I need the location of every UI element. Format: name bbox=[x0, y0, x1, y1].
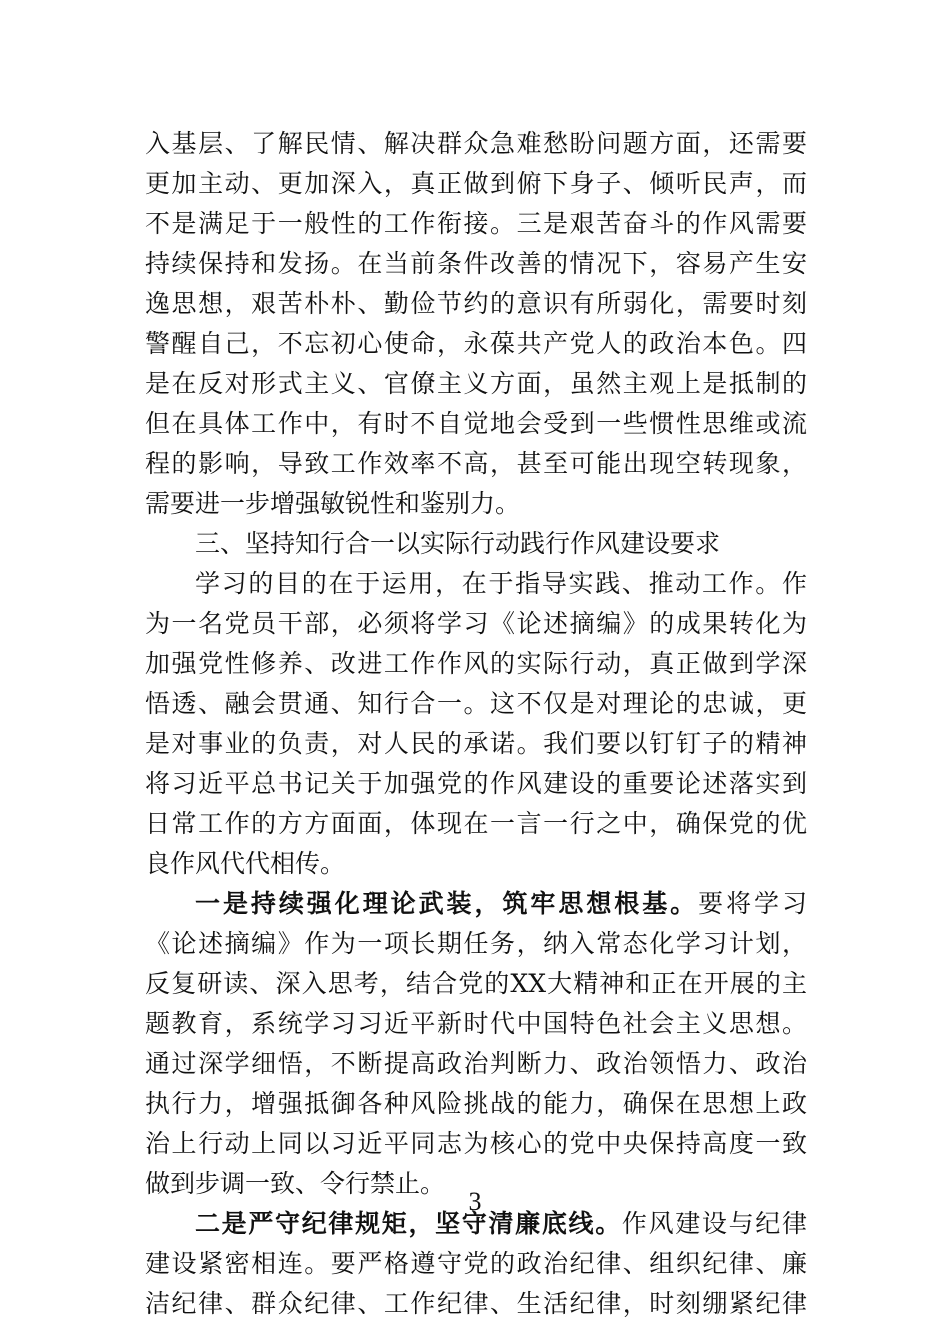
paragraph-line: 题教育，系统学习习近平新时代中国特色社会主义思想。 bbox=[145, 1009, 807, 1038]
paragraph-line: 为一名党员干部，必须将学习《论述摘编》的成果转化为 bbox=[145, 609, 807, 638]
paragraph-line: 加强党性修养、改进工作作风的实际行动，真正做到学深 bbox=[145, 649, 807, 678]
paragraph-text: 要将学习 bbox=[698, 889, 807, 918]
paragraph-line: 是对事业的负责，对人民的承诺。我们要以钉钉子的精神 bbox=[145, 729, 807, 758]
paragraph-line: 悟透、融会贯通、知行合一。这不仅是对理论的忠诚，更 bbox=[145, 689, 807, 718]
paragraph-text: 作风建设与纪律 bbox=[621, 1209, 807, 1238]
paragraph-line: 入基层、了解民情、解决群众急难愁盼问题方面，还需要 bbox=[145, 129, 807, 158]
paragraph-line: 做到步调一致、令行禁止。 bbox=[145, 1169, 446, 1198]
paragraph-line: 《论述摘编》作为一项长期任务，纳入常态化学习计划， bbox=[145, 929, 807, 958]
paragraph-line: 警醒自己，不忘初心使命，永葆共产党人的政治本色。四 bbox=[145, 329, 807, 358]
body-text bbox=[145, 124, 807, 1324]
paragraph-line: 持续保持和发扬。在当前条件改善的情况下，容易产生安 bbox=[145, 249, 807, 278]
page-number: 3 bbox=[468, 1187, 482, 1216]
paragraph-line bbox=[145, 884, 807, 924]
paragraph-line: 将习近平总书记关于加强党的作风建设的重要论述落实到 bbox=[145, 769, 807, 798]
paragraph-line: 洁纪律、群众纪律、工作纪律、生活纪律，时刻绷紧纪律 bbox=[145, 1289, 807, 1318]
paragraph-line: 学习的目的在于运用，在于指导实践、推动工作。作 bbox=[195, 569, 807, 598]
paragraph-line: 需要进一步增强敏锐性和鉴别力。 bbox=[145, 489, 521, 518]
paragraph-line: 通过深学细悟，不断提高政治判断力、政治领悟力、政治 bbox=[145, 1049, 807, 1078]
section-heading: 三、坚持知行合一以实际行动践行作风建设要求 bbox=[195, 529, 721, 558]
paragraph-line: 建设紧密相连。要严格遵守党的政治纪律、组织纪律、廉 bbox=[145, 1249, 807, 1278]
paragraph-line: 逸思想，艰苦朴朴、勤俭节约的意识有所弱化，需要时刻 bbox=[145, 289, 807, 318]
paragraph-line: 是在反对形式主义、官僚主义方面，虽然主观上是抵制的 bbox=[145, 369, 807, 398]
bold-lead: 二是严守纪律规矩，坚守清廉底线。 bbox=[195, 1209, 622, 1238]
paragraph-line: 不是满足于一般性的工作衔接。三是艰苦奋斗的作风需要 bbox=[145, 209, 807, 238]
paragraph-line: 日常工作的方方面面，体现在一言一行之中，确保党的优 bbox=[145, 809, 807, 838]
paragraph-line: 程的影响，导致工作效率不高，甚至可能出现空转现象， bbox=[145, 449, 807, 478]
paragraph-line: 但在具体工作中，有时不自觉地会受到一些惯性思维或流 bbox=[145, 409, 807, 438]
paragraph-line: 更加主动、更加深入，真正做到俯下身子、倾听民声，而 bbox=[145, 169, 807, 198]
bold-lead: 一是持续强化理论武装，筑牢思想根基。 bbox=[195, 889, 699, 918]
paragraph-line: 良作风代代相传。 bbox=[145, 849, 346, 878]
paragraph-line: 反复研读、深入思考，结合党的XX大精神和正在开展的主 bbox=[145, 969, 807, 998]
paragraph-line: 执行力，增强抵御各种风险挑战的能力，确保在思想上政 bbox=[145, 1089, 807, 1118]
paragraph-line: 治上行动上同以习近平同志为核心的党中央保持高度一致 bbox=[145, 1129, 807, 1158]
